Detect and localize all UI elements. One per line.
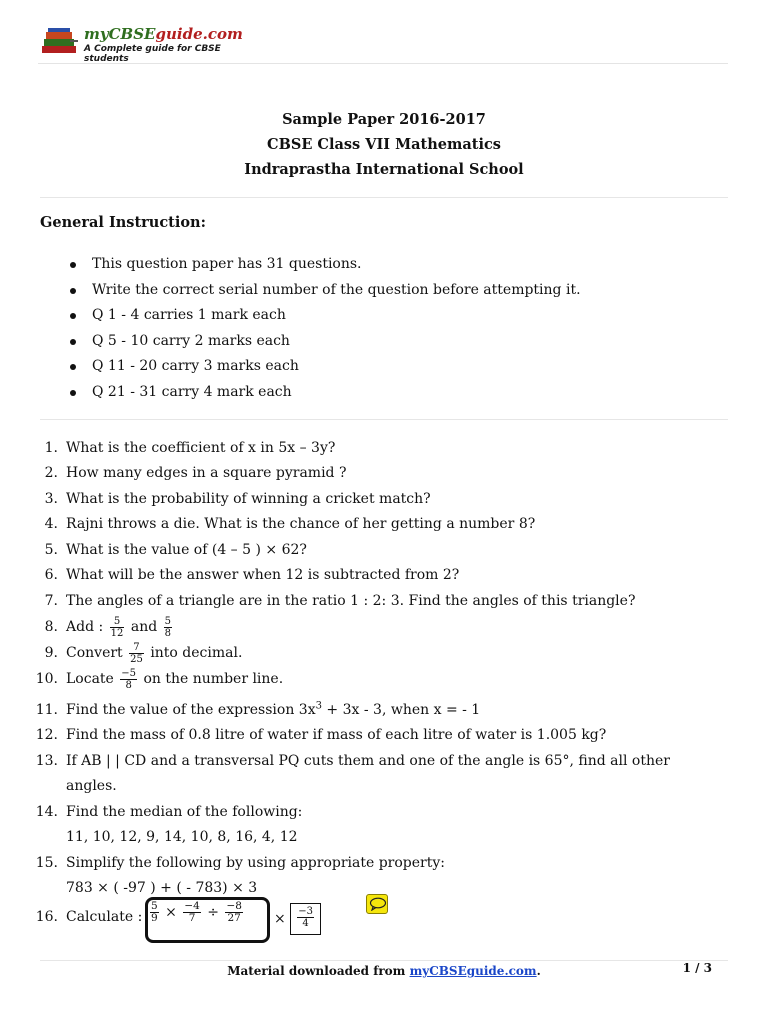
question-16-bracket-term: × $\frac{-3}{4}$ [274,903,321,935]
school-name: Indraprastha International School [244,161,524,178]
fraction: $\frac{-5}{8}$ [121,667,137,691]
divider [40,419,728,420]
question-10: 10. Locate $\frac{-5}{8}$ on the number line. [35,667,284,691]
paper-subject: CBSE Class VII Mathematics [267,136,501,153]
general-instruction-heading: General Instruction: [40,214,206,231]
question-13-continued: angles. [66,778,117,794]
instruction-item: Q 1 - 4 carries 1 mark each [70,303,581,329]
question-15-expression: 783 × ( -97 ) + ( - 783) × 3 [66,880,258,896]
instruction-item: This question paper has 31 questions. [70,252,581,278]
question-16-expression: $\frac{5}{9}$ × $\frac{-4}{7}$ ÷ $\frac{-8}{27}$ [151,900,242,924]
instruction-item: Q 21 - 31 carry 4 mark each [70,380,581,406]
question-14: 14. Find the median of the following: [35,804,303,820]
question-11: 11. Find the value of the expression $3x^3 + 3x - 3$, when x = - 1 [35,700,481,718]
bullet-icon [70,390,76,396]
divider [40,197,728,198]
bullet-icon [70,313,76,319]
fraction: $\frac{-8}{27}$ [226,900,242,924]
page-number: 1 / 3 [682,961,712,975]
question-6: 6. What will be the answer when 12 is subtracted from 2? [44,567,460,583]
fraction: $\frac{7}{25}$ [130,641,143,665]
fraction: $\frac{-4}{7}$ [184,900,200,924]
bracket: $\frac{-3}{4}$ [290,903,321,935]
footer-link[interactable]: myCBSEguide.com [409,964,537,978]
bullet-icon [70,339,76,345]
question-7: 7. The angles of a triangle are in the ratio 1 : 2: 3. Find the angles of this triangle? [44,593,636,609]
question-4: 4. Rajni throws a die. What is the chance of her getting a number 8? [44,516,536,532]
question-1: 1. What is the coefficient of x in 5x – 3y? [44,440,336,456]
fraction: $\frac{5}{12}$ [110,615,124,639]
fraction: $\frac{5}{8}$ [164,615,171,639]
question-8: 8. Add : $\frac{5}{12}$ and $\frac{5}{8}$ [44,615,171,639]
footer-divider [40,960,728,961]
footer: Material downloaded from myCBSEguide.com. [227,964,541,978]
question-12: 12. Find the mass of 0.8 litre of water if mass of each litre of water is 1.005 kg? [35,727,607,743]
instruction-item: Write the correct serial number of the question before attempting it. [70,278,581,304]
question-16: 16. Calculate : [35,909,143,925]
question-15: 15. Simplify the following by using appropriate property: [35,855,445,871]
brand-name: myCBSEguide.com [84,25,243,43]
books-logo-icon [40,28,80,56]
comment-annotation-icon[interactable] [366,894,388,914]
title-block [40,107,728,182]
question-9: 9. Convert $\frac{7}{25}$ into decimal. [44,641,243,665]
bullet-icon [70,364,76,370]
page-header [38,24,728,64]
instruction-list [70,252,581,405]
question-5: 5. What is the value of (4 – 5 ) × 62? [44,542,307,558]
question-14-data: 11, 10, 12, 9, 14, 10, 8, 16, 4, 12 [66,829,298,845]
bullet-icon [70,262,76,268]
bullet-icon [70,288,76,294]
instruction-item: Q 5 - 10 carry 2 marks each [70,329,581,355]
instruction-item: Q 11 - 20 carry 3 marks each [70,354,581,380]
fraction: $\frac{5}{9}$ [151,900,158,924]
question-13: 13. If AB | | CD and a transversal PQ cuts them and one of the angle is 65°, find all other [35,753,670,769]
question-2: 2. How many edges in a square pyramid ? [44,465,347,481]
question-3: 3. What is the probability of winning a cricket match? [44,491,431,507]
site-logo[interactable] [38,24,268,64]
brand-tagline: A Complete guide for CBSE students [84,44,221,64]
paper-title: Sample Paper 2016-2017 [282,111,486,128]
